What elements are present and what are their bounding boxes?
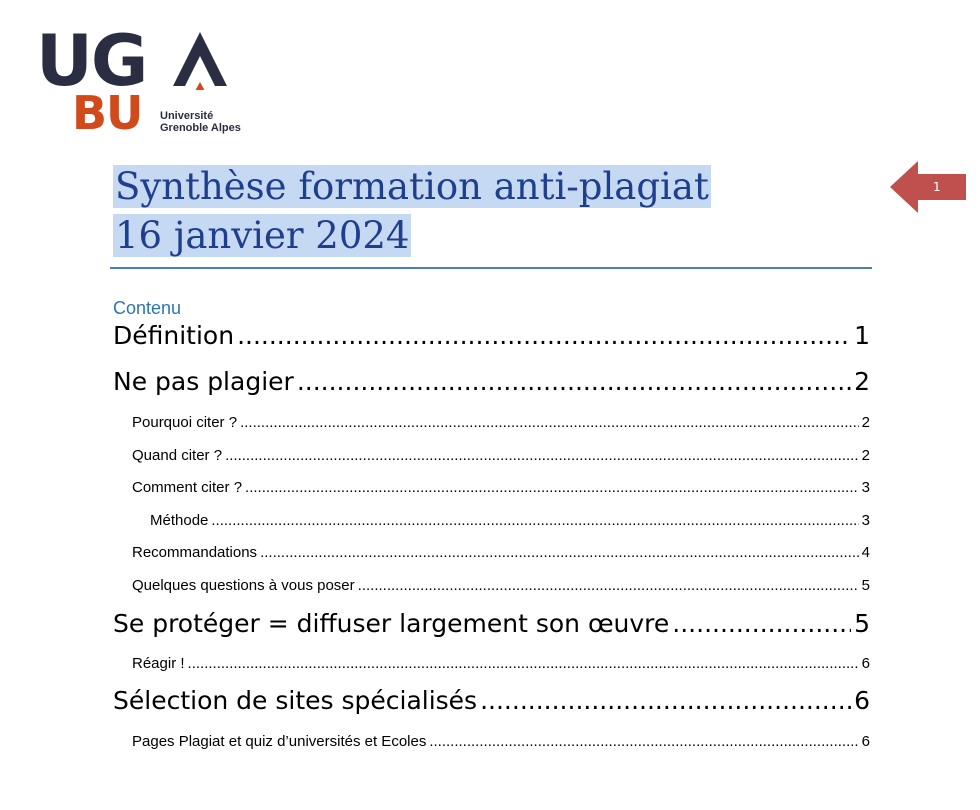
logo-org-name bbox=[160, 110, 241, 134]
uga-bu-logo bbox=[36, 20, 266, 141]
toc-entry[interactable] bbox=[132, 654, 870, 674]
logo-org-line1: Université bbox=[160, 110, 214, 122]
toc-entry[interactable] bbox=[150, 511, 870, 531]
toc-leader-dots bbox=[188, 654, 859, 674]
toc-entry-label: Pages Plagiat et quiz d’universités et Ecoles bbox=[132, 733, 427, 750]
toc-entry[interactable] bbox=[132, 478, 870, 498]
toc-entry-label: Comment citer ? bbox=[132, 479, 243, 496]
toc-entry-page: 5 bbox=[861, 577, 870, 594]
toc-entry-page: 6 bbox=[854, 686, 870, 715]
toc-entry-label: Se protéger = diffuser largement son œuvre bbox=[113, 609, 670, 638]
toc-entry-page: 3 bbox=[861, 512, 870, 529]
toc-leader-dots bbox=[358, 576, 859, 596]
toc-entry-page: 4 bbox=[861, 544, 870, 561]
toc-leader-dots bbox=[245, 478, 859, 498]
toc-entry[interactable] bbox=[113, 686, 870, 716]
title-line-2: 16 janvier 2024 bbox=[115, 214, 410, 257]
toc-entry-page: 2 bbox=[861, 447, 870, 464]
comment-marker-number: 1 bbox=[933, 180, 941, 194]
title-line-1: Synthèse formation anti-plagiat bbox=[115, 165, 709, 208]
logo-letters-ug: UG bbox=[36, 20, 147, 102]
toc-leader-dots bbox=[260, 543, 859, 563]
title-underline bbox=[110, 267, 872, 269]
comment-marker-icon[interactable] bbox=[890, 160, 968, 214]
toc-entry[interactable] bbox=[132, 446, 870, 466]
toc-entry-label: Recommandations bbox=[132, 544, 258, 561]
logo-letters-bu: BU bbox=[72, 86, 143, 140]
toc-entry-page: 3 bbox=[861, 479, 870, 496]
toc-leader-dots bbox=[480, 686, 851, 716]
toc-entry[interactable] bbox=[113, 321, 870, 351]
toc-entry-label: Sélection de sites spécialisés bbox=[113, 686, 478, 715]
toc-entry-page: 5 bbox=[854, 609, 870, 638]
toc-leader-dots bbox=[672, 609, 851, 639]
toc-entry-label: Pourquoi citer ? bbox=[132, 414, 238, 431]
toc-entry[interactable] bbox=[113, 609, 870, 639]
document-title[interactable] bbox=[113, 162, 711, 260]
toc-leader-dots bbox=[237, 321, 851, 351]
toc-entry-page: 2 bbox=[861, 414, 870, 431]
toc-entry-page: 2 bbox=[854, 367, 870, 396]
toc-leader-dots bbox=[225, 446, 859, 466]
toc-leader-dots bbox=[240, 413, 859, 433]
toc-entry-label: Ne pas plagier bbox=[113, 367, 294, 396]
toc-leader-dots bbox=[429, 732, 858, 752]
toc-entry-page: 6 bbox=[861, 655, 870, 672]
toc-entry[interactable] bbox=[132, 576, 870, 596]
logo-letter-a bbox=[171, 30, 229, 90]
toc-entry-page: 6 bbox=[861, 733, 870, 750]
toc-entry[interactable] bbox=[132, 413, 870, 433]
toc-entry-label: Quand citer ? bbox=[132, 447, 223, 464]
toc-entry-label: Définition bbox=[113, 321, 235, 350]
toc-entry-label: Quelques questions à vous poser bbox=[132, 577, 355, 594]
toc-heading: Contenu bbox=[113, 298, 182, 318]
toc-entry-page: 1 bbox=[854, 321, 870, 350]
toc-leader-dots bbox=[211, 511, 858, 531]
toc-entry[interactable] bbox=[113, 367, 870, 397]
toc-entry[interactable] bbox=[132, 732, 870, 752]
toc-entry-label: Méthode bbox=[150, 512, 209, 529]
toc-leader-dots bbox=[297, 367, 851, 397]
toc-entry-label: Réagir ! bbox=[132, 655, 185, 672]
toc-entry[interactable] bbox=[132, 543, 870, 563]
logo-org-line2: Grenoble Alpes bbox=[160, 122, 241, 134]
